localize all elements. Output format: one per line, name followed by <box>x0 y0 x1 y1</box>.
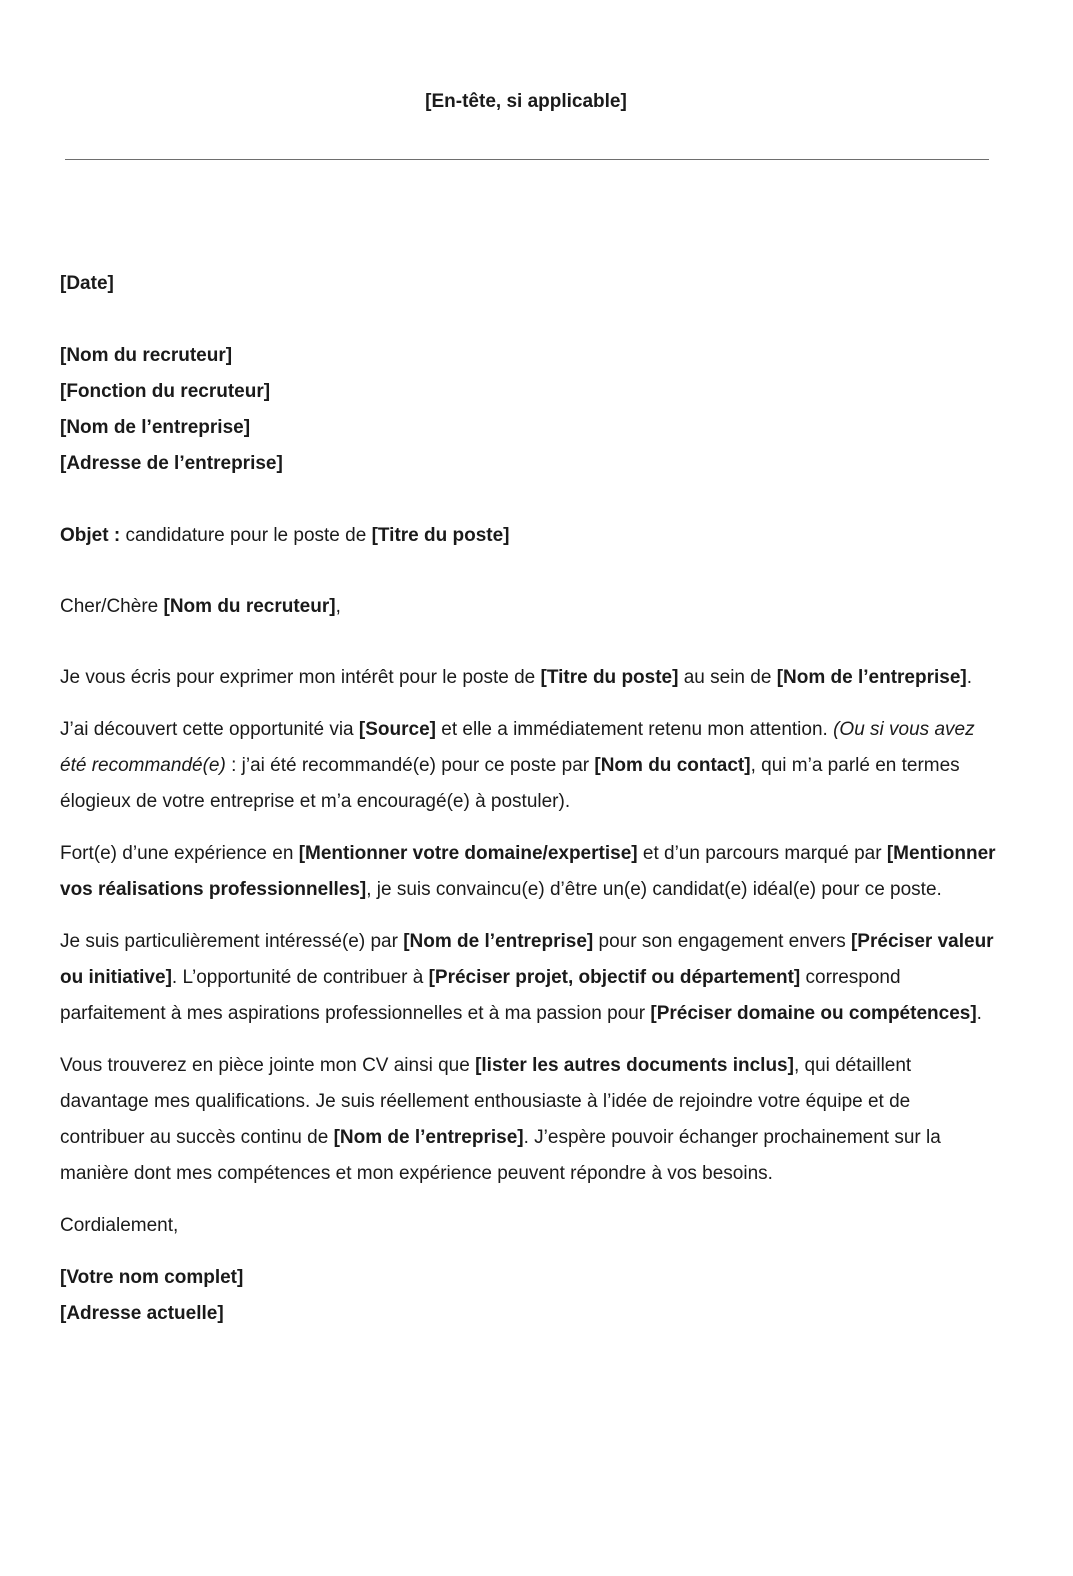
recipient-block <box>60 338 1000 482</box>
paragraph-experience <box>60 836 1000 908</box>
greeting-name: [Nom du recruteur] <box>163 596 336 617</box>
placeholder-position: [Titre du poste] <box>540 667 679 688</box>
text-run: au sein de <box>678 667 777 688</box>
text-run: Je vous écris pour exprimer mon intérêt pour le poste de <box>60 667 541 688</box>
subject-position: [Titre du poste] <box>371 525 510 546</box>
paragraph-source <box>60 712 1000 820</box>
text-run: Fort(e) d’une expérience en <box>60 843 299 864</box>
text-run: , je suis convaincu(e) d’être un(e) candidat(e) idéal(e) pour ce poste. <box>366 879 942 900</box>
text-run: . J’espère pouvoir échanger prochainement sur la manière dont mes compétences et mon expérience peuvent répondre à vos besoins. <box>60 1127 941 1184</box>
subject-line <box>60 518 1000 554</box>
signature-name: [Votre nom complet] <box>60 1267 244 1288</box>
text-run: et elle a immédiatement retenu mon attention. <box>435 719 834 740</box>
placeholder-documents: [lister les autres documents inclus] <box>475 1055 794 1076</box>
subject-text: candidature pour le poste de <box>120 525 372 546</box>
placeholder-contact: [Nom du contact] <box>594 755 751 776</box>
placeholder-source: [Source] <box>358 719 436 740</box>
recipient-name: [Nom du recruteur] <box>60 345 233 366</box>
paragraph-interest <box>60 660 1000 696</box>
placeholder-expertise: [Mentionner votre domaine/expertise] <box>298 843 638 864</box>
placeholder-company: [Nom de l’entreprise] <box>776 667 967 688</box>
recipient-address: [Adresse de l’entreprise] <box>60 453 283 474</box>
italic-note: (Ou si vous avez été recommandé(e) <box>60 719 975 776</box>
signature-address: [Adresse actuelle] <box>60 1303 224 1324</box>
text-run: Vous trouverez en pièce jointe mon CV ainsi que <box>60 1055 476 1076</box>
placeholder-value: [Préciser valeur ou initiative] <box>60 931 994 988</box>
greeting-suffix: , <box>335 596 341 617</box>
letter-header: [En-tête, si applicable] <box>425 91 627 112</box>
text-run: . <box>966 667 973 688</box>
recipient-function: [Fonction du recruteur] <box>60 381 271 402</box>
placeholder-company: [Nom de l’entreprise] <box>333 1127 524 1148</box>
text-run: pour son engagement envers <box>593 931 851 952</box>
signature-block <box>60 1260 1000 1332</box>
closing: Cordialement, <box>60 1215 179 1236</box>
text-run: , qui détaillent davantage mes qualifications. Je suis réellement enthousiaste à l’idée de rejoindre votre équipe et de contribuer au succès continu de <box>60 1055 912 1148</box>
paragraph-attachments <box>60 1048 1000 1192</box>
text-run: , qui m’a parlé en termes élogieux de votre entreprise et m’a encouragé(e) à postuler). <box>60 755 960 812</box>
header-divider <box>65 159 989 160</box>
paragraph-motivation <box>60 924 1000 1032</box>
text-run: . L’opportunité de contribuer à <box>171 967 429 988</box>
letter-body <box>60 266 1000 1332</box>
text-run: . <box>976 1003 982 1024</box>
text-run: correspond parfaitement à mes aspirations professionnelles et à ma passion pour <box>60 967 901 1024</box>
text-run: et d’un parcours marqué par <box>637 843 887 864</box>
placeholder-project: [Préciser projet, objectif ou département] <box>428 967 801 988</box>
text-run: Je suis particulièrement intéressé(e) par <box>60 931 404 952</box>
letter-date: [Date] <box>60 273 114 294</box>
greeting <box>60 589 1000 625</box>
greeting-prefix: Cher/Chère <box>60 596 164 617</box>
placeholder-achievements: [Mentionner vos réalisations professionnelles] <box>60 843 996 900</box>
subject-label: Objet : <box>60 525 121 546</box>
placeholder-company: [Nom de l’entreprise] <box>403 931 594 952</box>
recipient-company: [Nom de l’entreprise] <box>60 417 251 438</box>
text-run: : j’ai été recommandé(e) pour ce poste par <box>225 755 595 776</box>
placeholder-domain: [Préciser domaine ou compétences] <box>650 1003 977 1024</box>
text-run: J’ai découvert cette opportunité via <box>60 719 359 740</box>
date-block <box>60 266 1000 302</box>
